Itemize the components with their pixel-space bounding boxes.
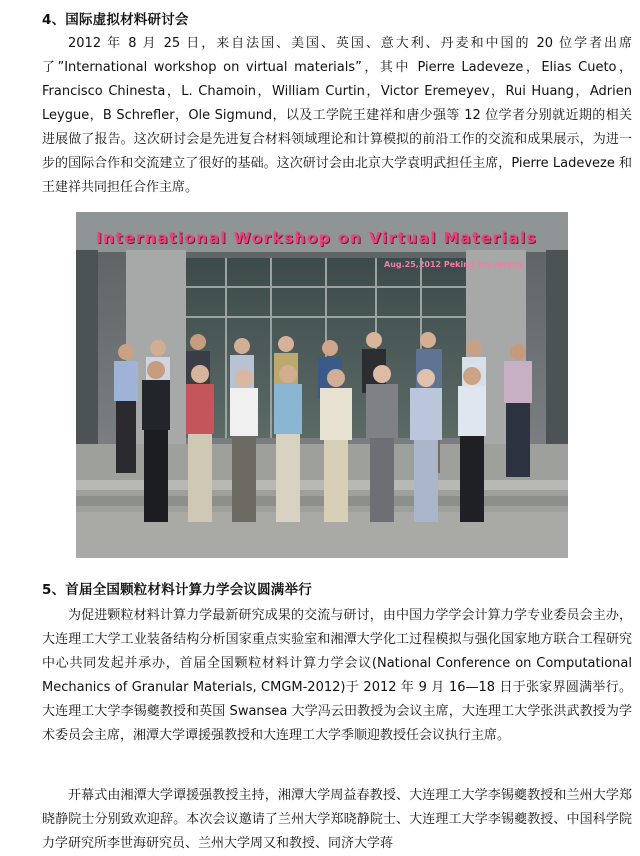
section-5-paragraph-2: 开幕式由湘潭大学谭援强教授主持，湘潭大学周益春教授、大连理工大学李锡夔教授和兰州大学郑晓静院士分别致欢迎辞。本次会议邀请了兰州大学郑晓静院士、大连理工大学李锡夔教授、中国科学院力学研究所李世海研究员、兰州大学周又和教授、同济大学蒋 [42, 788, 632, 851]
section-5-heading: 5、首届全国颗粒材料计算力学会议圆满举行 [42, 582, 312, 598]
section-4-paragraph: 2012 年 8 月 25 日，来自法国、美国、英国、意大利、丹麦和中国的 20 位学者出席了”International workshop on virtual materials”，其中 Pierre Ladeveze，Elias Cueto，Francisco Chinesta，L. Chamoin，William Curtin，Victor Eremeyev，Rui Huang，Adrien Leygue，B Schrefler，Ole Sigmund，以及工学院王建祥和唐少强等 12 位学者分别就近期的相关进展做了报告。这次研讨会是先进复合材料领域理论和计算模拟的前沿工作的交流和成果展示，为进一步的国际合作和交流建立了很好的基础。这次研讨会由北京大学袁明武担任主席，Pierre Ladeveze 和王建祥共同担任合作主席。 [42, 36, 632, 195]
photo-banner-title: International Workshop on Virtual Materials [96, 229, 538, 247]
section-5-paragraph-1: 为促进颗粒材料计算力学最新研究成果的交流与研讨，由中国力学学会计算力学专业委员会主办，大连理工大学工业装备结构分析国家重点实验室和湘潭大学化工过程模拟与强化国家地方联合工程研究中心共同发起并承办，首届全国颗粒材料计算力学会议(National Conference on Computational Mechanics of Granular Materials, CMGM-2012)于 2012 年 9 月 16—18 日于张家界圆满举行。大连理工大学李锡夔教授和英国 Swansea 大学冯云田教授为会议主席，大连理工大学张洪武教授为学术委员会主席，湘潭大学谭援强教授和大连理工大学季顺迎教授任会议执行主席。 [42, 608, 632, 743]
group-photo [76, 212, 568, 558]
section-4-heading: 4、国际虚拟材料研讨会 [42, 12, 189, 28]
photo-banner-subtitle: Aug.25,2012 Peking University [384, 260, 524, 269]
